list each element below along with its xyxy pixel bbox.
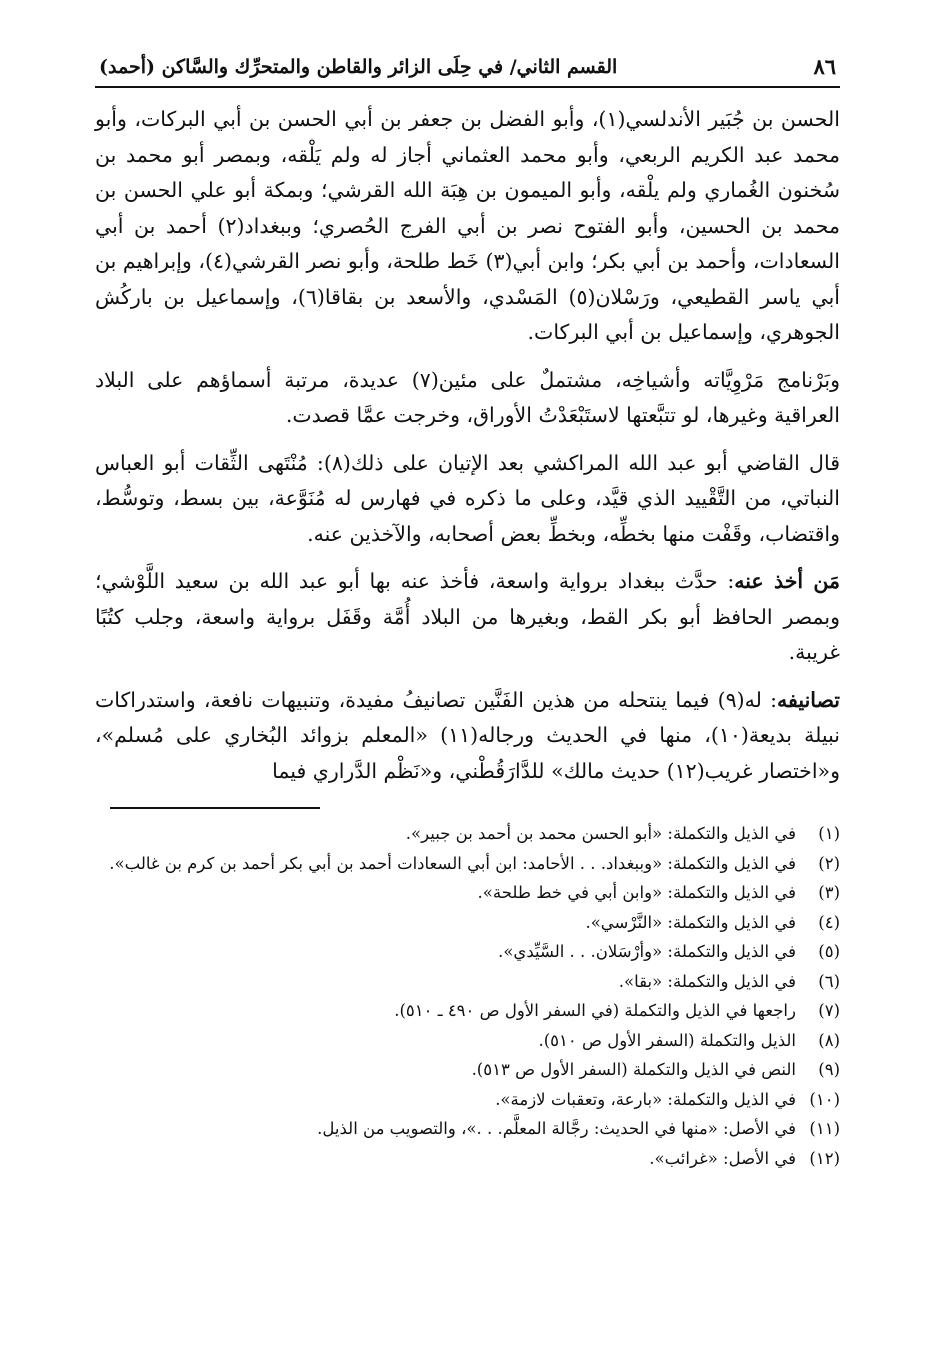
footnote-text: الذيل والتكملة (السفر الأول ص ٥١٠). xyxy=(538,1030,796,1050)
footnote-text: في الأصل: «منها في الحديث: رجَّالة المعلَّم. . .»، والتصويب من الذيل. xyxy=(317,1119,796,1138)
main-text xyxy=(95,102,840,789)
footnote-number: (٩) xyxy=(818,1060,840,1079)
footnote-number: (٥) xyxy=(818,942,840,961)
footnote-item xyxy=(95,819,840,849)
paragraph-text: الحسن بن جُبَير الأندلسي(١)، وأبو الفضل بن جعفر بن أبي الحسن بن أبي البركات، وأبو محمد عبد الكريم الربعي، وأبو محمد العثماني أجاز له ولم يَلْقه، وبمصر أبو محمد بن سُخنون الغُماري ولم يلْقه، وأبو الميمون بن هِبَة الله القرشي؛ وبمكة أبو علي الحسن بن محمد بن الحسين، وأبو الفتوح نصر بن أبي الفرج الحُصري؛ وببغداد(٢) أحمد بن أبي السعادات، وأحمد بن أبي بكر؛ وابن أبي(٣) خَط طلحة، وأبو نصر القرشي(٤)، وإبراهيم بن أبي ياسر القطيعي، ورَسْلان(٥) المَسْدي، والأسعد بن بقاقا(٦)، وإسماعيل بن باركُش الجوهري، وإسماعيل بن أبي البركات. xyxy=(95,107,840,344)
book-page xyxy=(95,52,840,1173)
footnote-item xyxy=(95,937,840,967)
footnote-item xyxy=(95,849,840,879)
footnote-item xyxy=(95,967,840,997)
footnote-separator xyxy=(110,807,320,809)
footnote-number: (٨) xyxy=(818,1030,840,1050)
footnote-number: (٧) xyxy=(818,1001,840,1020)
footnote-number: (١١) xyxy=(809,1119,840,1138)
footnote-item xyxy=(95,996,840,1026)
footnote-number: (١٢) xyxy=(809,1148,840,1168)
footnote-text: في الذيل والتكملة: «وأرْسَلان. . . السَّيِّدي». xyxy=(498,942,796,961)
paragraph-students xyxy=(95,564,840,671)
footnote-item xyxy=(95,1055,840,1085)
paragraph-text: قال القاضي أبو عبد الله المراكشي بعد الإتيان على ذلك(٨): مُنْتَهى الثِّقات أبو العباس النباتي، من التَّقْييد الذي قيَّد، وعلى ما ذكره في فهارس له مُنَوَّعة، بين بسط، وتوسُّط، واقتضاب، وقَفْت منها بخطِّه، وبخطِّ بعض أصحابه، والآخذين عنه. xyxy=(95,450,840,546)
footnotes xyxy=(95,819,840,1173)
header-title: القسم الثاني/ في حِلَى الزائر والقاطن والمتحرِّك والسَّاكن (أحمد) xyxy=(99,56,618,78)
footnote-number: (١٠) xyxy=(809,1089,840,1109)
paragraph-text: : حدَّث ببغداد برواية واسعة، فأخذ عنه بها أبو عبد الله بن سعيد اللَّوْشي؛ وبمصر الحافظ أبو بكر القط، وبغيرها من البلاد أُمَّة وقَفَل برواية واسعة، وجلب كتُبًا غريبة. xyxy=(95,569,840,664)
paragraph-works xyxy=(95,683,840,790)
footnote-item xyxy=(95,1144,840,1174)
footnote-text: في الأصل: «غرائب». xyxy=(649,1148,796,1168)
paragraph-program xyxy=(95,363,840,434)
footnote-text: في الذيل والتكملة: «بارعة، وتعقبات لازمة». xyxy=(495,1089,796,1109)
footnote-item xyxy=(95,1026,840,1056)
paragraph-teachers xyxy=(95,102,840,351)
footnote-number: (٢) xyxy=(818,853,840,873)
footnote-number: (٣) xyxy=(818,883,840,902)
paragraph-text: وبَرْنامج مَرْوِيَّاته وأشياخِه، مشتملٌ على مئين(٧) عديدة، مرتبة أسماؤهم على البلاد العراقية وغيرها، لو تتبَّعتها لاستَبْعَدْتُ الأوراق، وخرجت عمَّا قصدت. xyxy=(95,367,840,427)
section-heading: مَن أخذ عنه xyxy=(734,569,840,593)
section-heading: تصانيفه xyxy=(777,687,841,712)
footnote-number: (٤) xyxy=(818,912,840,932)
footnote-item xyxy=(95,908,840,938)
paragraph-quote xyxy=(95,446,840,553)
footnote-text: في الذيل والتكملة: «أبو الحسن محمد بن أحمد بن جبير». xyxy=(405,824,796,843)
footnote-text: في الذيل والتكملة: «بقا». xyxy=(618,971,796,991)
footnote-item xyxy=(95,1085,840,1115)
footnote-text: النص في الذيل والتكملة (السفر الأول ص ٥١٣). xyxy=(471,1060,796,1079)
paragraph-text: : له(٩) فيما ينتحله من هذين الفَنَّين تصانيفُ مفيدة، وتنبيهات نافعة، واستدراكات نبيلة بديعة(١٠)، منها في الحديث ورجاله(١١) «المعلم بزوائد البُخاري على مُسلم»، و«اختصار غريب(١٢) حديث مالك» للدَّارَقُطْني، و«نَظْم الدَّراري فيما xyxy=(95,687,840,783)
page-number: ٨٦ xyxy=(813,54,836,79)
footnote-item xyxy=(95,878,840,908)
footnote-text: في الذيل والتكملة: «وابن أبي في خط طلحة». xyxy=(477,883,796,902)
footnote-number: (٦) xyxy=(818,971,840,991)
running-header xyxy=(95,52,840,88)
footnote-text: في الذيل والتكملة: «وببغداد. . . الأحامد: ابن أبي السعادات أحمد بن أبي بكر أحمد بن كرم بن غالب». xyxy=(109,853,796,873)
footnote-number: (١) xyxy=(818,824,840,843)
footnote-item xyxy=(95,1114,840,1144)
footnote-text: راجعها في الذيل والتكملة (في السفر الأول ص ٤٩٠ ـ ٥١٠). xyxy=(394,1001,796,1020)
footnote-text: في الذيل والتكملة: «النَّرْسي». xyxy=(585,912,796,932)
